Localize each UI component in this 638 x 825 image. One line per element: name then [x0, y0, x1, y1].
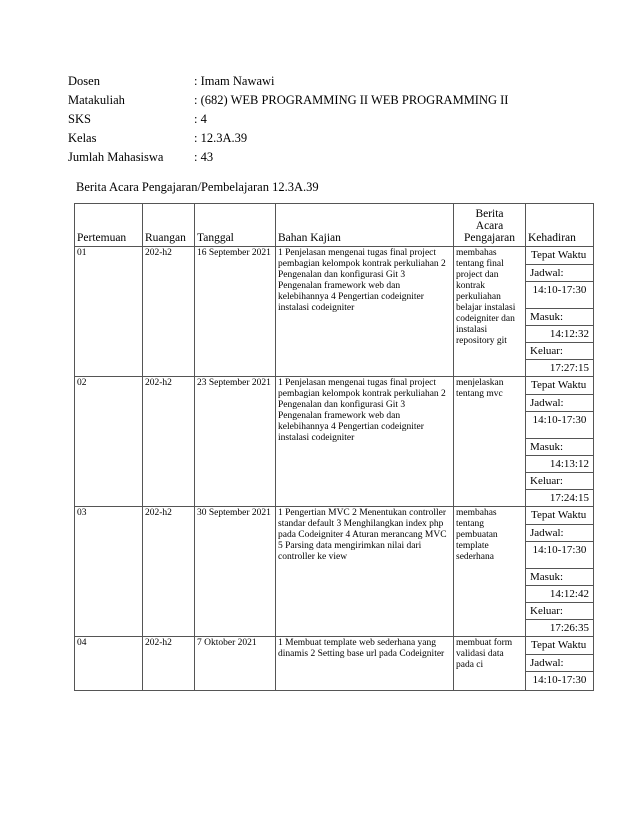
table-caption: Berita Acara Pengajaran/Pembelajaran 12.3A.39 [76, 180, 319, 194]
cell-pertemuan: 01 [75, 247, 143, 377]
jadwal-value: 14:10-17:30 [532, 544, 587, 556]
attendance-status: Tepat Waktu [526, 507, 593, 525]
info-value: : 12.3A.39 [194, 131, 248, 145]
jadwal-label: Jadwal: [526, 655, 593, 672]
cell-kehadiran [526, 507, 594, 637]
table-row [75, 377, 594, 507]
header-pertemuan: Pertemuan [75, 204, 143, 247]
keluar-value: 17:26:35 [549, 622, 589, 634]
info-row-jumlah-mahasiswa [68, 148, 508, 167]
spacer [526, 298, 593, 309]
cell-ruangan: 202-h2 [143, 637, 195, 691]
masuk-value: 14:12:42 [526, 586, 593, 603]
cell-pertemuan: 03 [75, 507, 143, 637]
header-tanggal: Tanggal [195, 204, 276, 247]
cell-bahan-kajian: 1 Membuat template web sederhana yang dinamis 2 Setting base url pada Codeigniter [276, 637, 454, 691]
masuk-label: Masuk: [526, 569, 593, 586]
cell-tanggal: 23 September 2021 [195, 377, 276, 507]
header-ruangan: Ruangan [143, 204, 195, 247]
info-value: : (682) WEB PROGRAMMING II WEB PROGRAMMING II [194, 93, 509, 107]
masuk-label: Masuk: [526, 439, 593, 456]
jadwal-label: Jadwal: [526, 395, 593, 412]
table-row [75, 247, 594, 377]
cell-kehadiran [526, 247, 594, 377]
jadwal-label: Jadwal: [526, 525, 593, 542]
header-berita-line: Acara [475, 220, 504, 232]
cell-kehadiran [526, 637, 594, 691]
keluar-value: 17:27:15 [549, 362, 589, 374]
cell-bahan-kajian: 1 Penjelasan mengenai tugas final project pembagian kelompok kontrak perkuliahan 2 Pengenalan dan konfigurasi Git 3 Pengenalan framework web dan kelebihannya 4 Pengertian codeigniter instalasi codeigniter [276, 247, 454, 377]
info-label: Jumlah Mahasiswa [68, 150, 164, 164]
keluar-label: Keluar: [526, 343, 593, 360]
cell-berita-acara: menjelaskan tentang mvc [454, 377, 526, 507]
table-header-row [75, 204, 594, 247]
info-label: SKS [68, 112, 91, 126]
spacer [526, 558, 593, 569]
info-label: Kelas [68, 131, 97, 145]
masuk-value: 14:12:32 [526, 326, 593, 343]
teaching-record-table [74, 203, 594, 691]
cell-ruangan: 202-h2 [143, 247, 195, 377]
cell-tanggal: 16 September 2021 [195, 247, 276, 377]
keluar-value: 17:24:15 [549, 492, 589, 504]
info-row-dosen [68, 72, 508, 91]
info-row-matakuliah [68, 91, 508, 110]
cell-pertemuan: 04 [75, 637, 143, 691]
cell-ruangan: 202-h2 [143, 507, 195, 637]
jadwal-label: Jadwal: [526, 265, 593, 282]
jadwal-value: 14:10-17:30 [532, 414, 587, 426]
info-row-kelas [68, 129, 508, 148]
cell-tanggal: 30 September 2021 [195, 507, 276, 637]
info-value: : 4 [194, 112, 207, 126]
attendance-status: Tepat Waktu [526, 377, 593, 395]
header-kehadiran: Kehadiran [526, 204, 594, 247]
cell-ruangan: 202-h2 [143, 377, 195, 507]
info-row-sks [68, 110, 508, 129]
attendance-status: Tepat Waktu [526, 247, 593, 265]
keluar-label: Keluar: [526, 603, 593, 620]
info-value: : 43 [194, 150, 214, 164]
cell-berita-acara: membuat form validasi data pada ci [454, 637, 526, 691]
masuk-label: Masuk: [526, 309, 593, 326]
header-bahan-kajian: Bahan Kajian [276, 204, 454, 247]
cell-kehadiran [526, 377, 594, 507]
cell-berita-acara: membahas tentang final project dan kontrak perkuliahan belajar instalasi codeigniter dan instalasi repository git [454, 247, 526, 377]
cell-berita-acara: membahas tentang pembuatan template sederhana [454, 507, 526, 637]
course-info [68, 72, 508, 167]
attendance-status: Tepat Waktu [526, 637, 593, 655]
info-label: Dosen [68, 74, 100, 88]
cell-tanggal: 7 Oktober 2021 [195, 637, 276, 691]
table-row [75, 507, 594, 637]
info-value: : Imam Nawawi [194, 74, 275, 88]
keluar-label: Keluar: [526, 473, 593, 490]
cell-bahan-kajian: 1 Penjelasan mengenai tugas final project pembagian kelompok kontrak perkuliahan 2 Pengenalan dan konfigurasi Git 3 Pengenalan framework web dan kelebihannya 4 Pengertian codeigniter instalasi codeigniter [276, 377, 454, 507]
header-berita-line: Pengajaran [463, 232, 516, 244]
header-berita-line: Berita [475, 208, 504, 220]
cell-pertemuan: 02 [75, 377, 143, 507]
cell-bahan-kajian: 1 Pengertian MVC 2 Menentukan controller standar default 3 Menghilangkan index php pada Codeigniter 4 Aturan merancang MVC 5 Parsing data mengirimkan nilai dari controller ke view [276, 507, 454, 637]
jadwal-value: 14:10-17:30 [532, 284, 587, 296]
masuk-value: 14:13:12 [526, 456, 593, 473]
jadwal-value: 14:10-17:30 [532, 674, 587, 686]
table-row [75, 637, 594, 691]
header-berita-acara [454, 204, 526, 247]
spacer [526, 428, 593, 439]
info-label: Matakuliah [68, 93, 125, 107]
